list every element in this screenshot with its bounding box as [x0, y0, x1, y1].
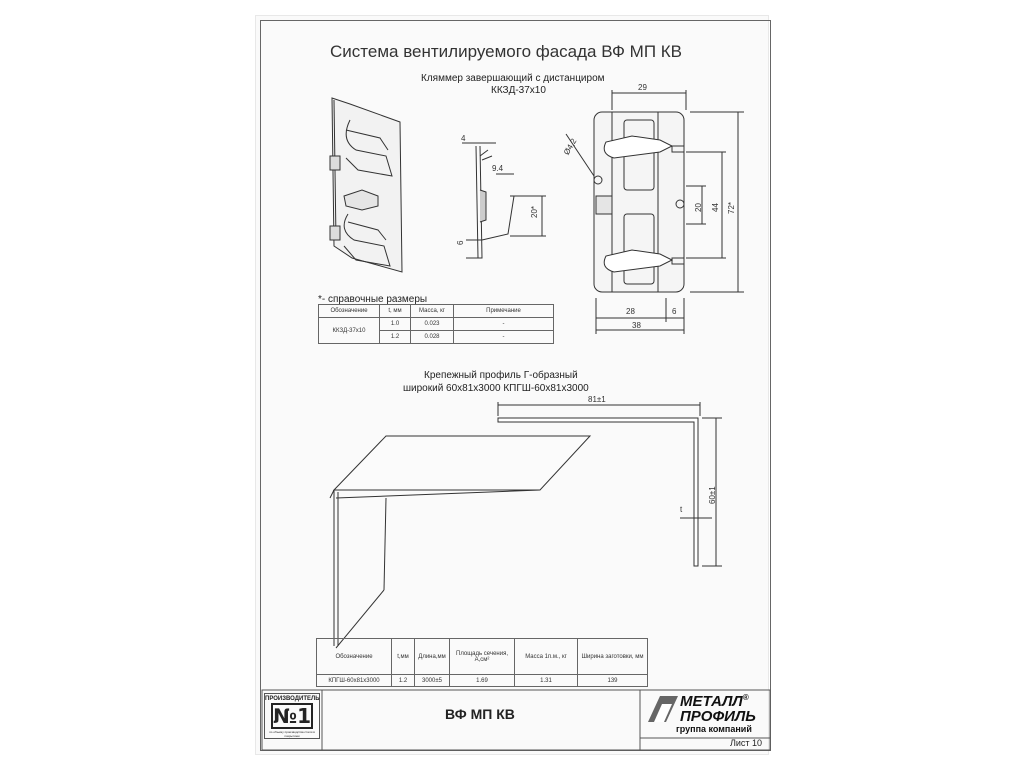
header-note: Примечание: [454, 305, 554, 318]
header-designation: Обозначение: [317, 639, 392, 675]
header-blank-width: Ширина заготовки, мм: [578, 639, 648, 675]
cell-mass: 0.023: [411, 318, 454, 331]
header-thickness: t, мм: [380, 305, 411, 318]
producer-stamp: [264, 693, 320, 739]
clip-code: ККЗД-37х10: [491, 85, 546, 96]
stamp-header: ПРОИЗВОДИТЕЛЬ: [265, 696, 320, 702]
clip-name: Кляммер завершающий с дистанциром: [421, 73, 605, 84]
header-thickness: t,мм: [392, 639, 415, 675]
dim-38: 38: [632, 321, 641, 330]
dim-44: 44: [711, 203, 720, 212]
cell-t: 1.0: [380, 318, 411, 331]
cell-t: 1.2: [380, 331, 411, 344]
cell-designation: ККЗД-37х10: [319, 318, 380, 344]
profile-subtitle: широкий 60х81х3000 КПГШ-60х81х3000: [403, 383, 589, 394]
dim-72: 72*: [727, 201, 736, 214]
header-mass: Масса, кг: [411, 305, 454, 318]
stamp-footer: по объему производства стали в покрытием: [269, 730, 315, 738]
dim-28: 28: [626, 307, 635, 316]
dim-9-4: 9.4: [492, 164, 504, 173]
header-area: Площадь сечения, А,см²: [450, 639, 515, 675]
stamp-number: №1: [271, 703, 313, 729]
cell-area: 1.69: [450, 675, 515, 687]
logo-group: группа компаний: [676, 724, 752, 734]
dim-81: 81±1: [588, 395, 606, 404]
cell-mass: 1.31: [515, 675, 578, 687]
cell-blank-width: 139: [578, 675, 648, 687]
dim-20-ref: 20*: [530, 205, 539, 218]
logo-brand: [680, 690, 756, 724]
dim-6: 6: [456, 240, 465, 245]
dim-29: 29: [638, 83, 647, 92]
logo-brand-line2: ПРОФИЛЬ: [680, 708, 756, 725]
logo-brand-line1: МЕТАЛЛ: [680, 693, 743, 710]
cell-designation: КПГШ-60х81х3000: [317, 675, 392, 687]
profile-title: Крепежный профиль Г-образный: [424, 370, 578, 381]
logo-mark-icon: [646, 692, 680, 726]
dim-60: 60±1: [708, 486, 717, 504]
header-mass: Масса 1п.м., кг: [515, 639, 578, 675]
dim-6-bottom: 6: [672, 307, 677, 316]
dim-t: t: [680, 505, 683, 514]
cell-t: 1.2: [392, 675, 415, 687]
dim-20: 20: [694, 203, 703, 212]
company-logo: [644, 688, 768, 734]
cell-length: 3000±5: [415, 675, 450, 687]
header-designation: Обозначение: [319, 305, 380, 318]
document-code: ВФ МП КВ: [445, 706, 515, 722]
header-length: Длина,мм: [415, 639, 450, 675]
dim-diameter: Ø4,2: [562, 136, 579, 157]
cell-note: -: [454, 318, 554, 331]
cell-mass: 0.028: [411, 331, 454, 344]
sheet-number: Лист 10: [730, 738, 763, 748]
dim-4: 4: [461, 134, 466, 143]
reference-note: *- справочные размеры: [318, 294, 428, 305]
logo-reg: ®: [742, 693, 749, 702]
page-title: Система вентилируемого фасада ВФ МП КВ: [330, 42, 683, 61]
cell-note: -: [454, 331, 554, 344]
